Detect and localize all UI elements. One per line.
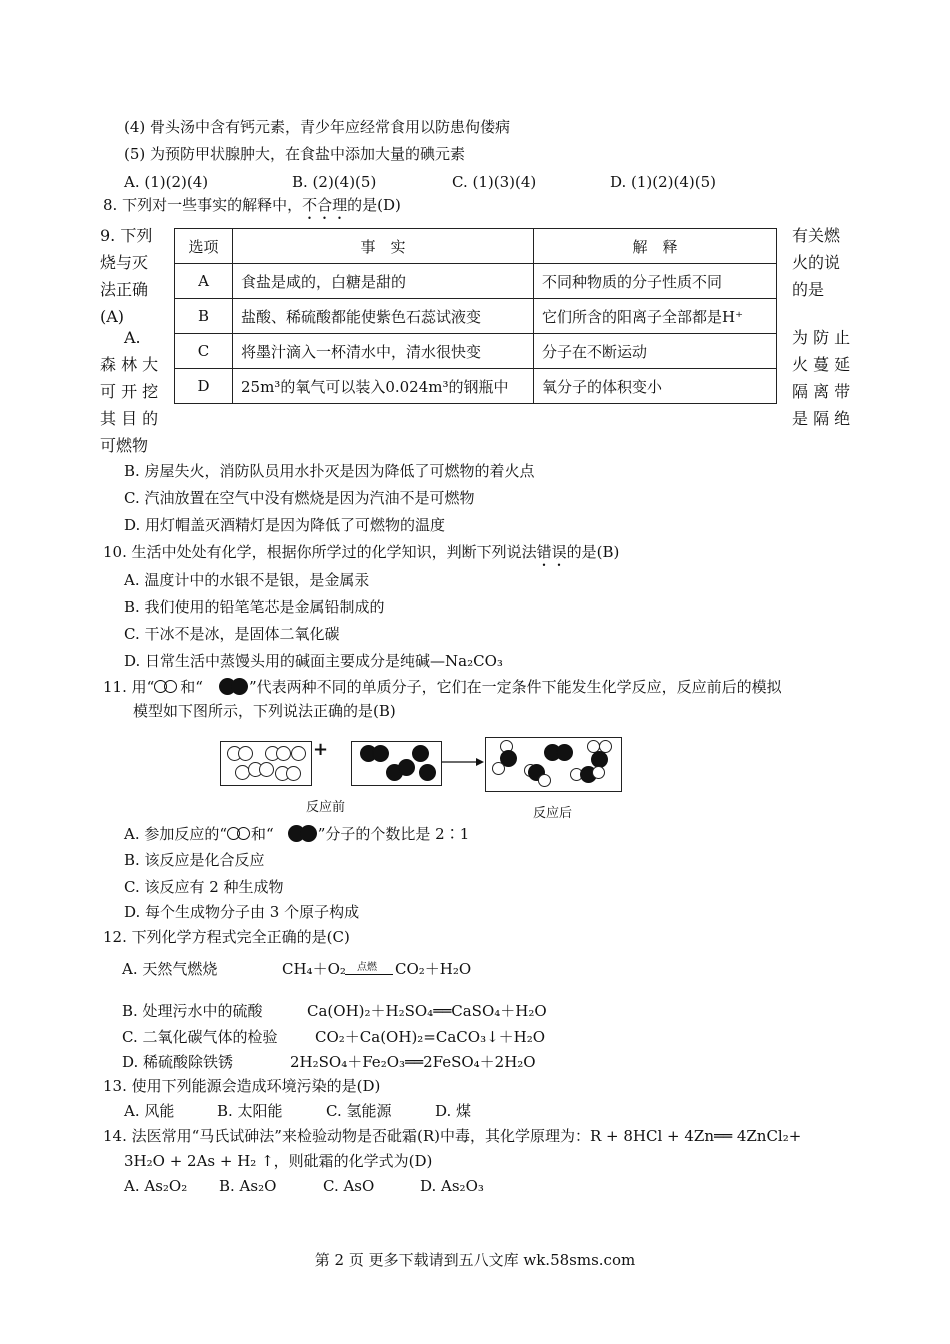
q7-option-c: C. (1)(3)(4)	[452, 173, 537, 191]
q10-option-c: C. 干冰不是冰，是固体二氧化碳	[124, 625, 340, 643]
q7-option-d: D. (1)(2)(4)(5)	[610, 173, 717, 191]
q12-option-b-label: B. 处理污水中的硫酸	[122, 1002, 263, 1020]
q12-option-a-eq-right: CO₂＋H₂O	[395, 960, 472, 978]
table-row	[175, 369, 777, 404]
q14-option-d: D. As₂O₃	[420, 1177, 484, 1195]
reaction-line	[345, 974, 393, 975]
q12-option-c-label: C. 二氧化碳气体的检验	[122, 1028, 278, 1046]
q11-stem-line2: 模型如下图所示，下列说法正确的是(B)	[133, 702, 396, 720]
before-black-box	[351, 741, 442, 786]
q13-option-d: D. 煤	[435, 1102, 472, 1120]
table-cell: 盐酸、稀硫酸都能使紫色石蕊试液变	[233, 299, 534, 334]
q10-stem: 10. 生活中处处有化学，根据你所学过的化学知识，判断下列说法错误的是(B)	[103, 543, 620, 561]
reaction-arrow-icon	[440, 755, 486, 769]
black-molecule-icon	[288, 825, 318, 843]
q13-option-a: A. 风能	[124, 1102, 175, 1120]
table-cell: A	[175, 264, 233, 299]
table-header: 事 实	[233, 229, 534, 264]
q12-option-b-eq: Ca(OH)₂＋H₂SO₄══CaSO₄＋H₂O	[307, 1002, 547, 1020]
white-molecule-icon	[154, 680, 180, 694]
table-cell: D	[175, 369, 233, 404]
q13-option-b: B. 太阳能	[217, 1102, 283, 1120]
q11-option-c: C. 该反应有 2 种生成物	[124, 878, 284, 896]
table-cell: 25m³的氧气可以装入0.024m³的钢瓶中	[233, 369, 534, 404]
plus-sign: +	[313, 739, 329, 760]
black-molecule-icon	[219, 678, 249, 696]
table-cell: 分子在不断运动	[534, 334, 777, 369]
q8-stem: 8. 下列对一些事实的解释中，不合理的是(D)	[103, 196, 401, 214]
q14-stem-line2: 3H₂O + 2As + H₂ ↑，则砒霜的化学式为(D)	[124, 1152, 433, 1170]
table-cell: 食盐是咸的，白糖是甜的	[233, 264, 534, 299]
q8-facts-table	[174, 228, 777, 404]
q7-option-a: A. (1)(2)(4)	[124, 173, 209, 191]
q11-option-b: B. 该反应是化合反应	[124, 851, 265, 869]
table-row	[175, 334, 777, 369]
q9-option-d: D. 用灯帽盖灭酒精灯是因为降低了可燃物的温度	[124, 516, 446, 534]
q9-stem-left: 9. 下列 烧与灭 法正确 (A)	[100, 226, 153, 326]
q12-option-d-label: D. 稀硫酸除铁锈	[122, 1053, 234, 1071]
page-footer: 第 2 页 更多下载请到五八文库 wk.58sms.com	[314, 1251, 636, 1269]
after-box	[485, 737, 622, 792]
q11-option-d: D. 每个生成物分子由 3 个原子构成	[124, 903, 360, 921]
q12-option-c-eq: CO₂＋Ca(OH)₂=CaCO₃↓＋H₂O	[315, 1028, 546, 1046]
table-cell: 将墨汁滴入一杯清水中，清水很快变	[233, 334, 534, 369]
table-header-row	[175, 229, 777, 264]
q11-option-a: A. 参加反应的“ 和“ ”分子的个数比是 2∶1	[124, 825, 470, 843]
label-after: 反应后	[533, 806, 573, 821]
q10-option-d: D. 日常生活中蒸馒头用的碱面主要成分是纯碱—Na₂CO₃	[124, 652, 503, 670]
table-row	[175, 264, 777, 299]
q10-option-b: B. 我们使用的铅笔笔芯是金属铅制成的	[124, 598, 385, 616]
q11-stem-line1: 11. 用“ 和“ ”代表两种不同的单质分子，它们在一定条件下能发生化学反应，反应前后的模拟	[103, 678, 782, 696]
q13-stem: 13. 使用下列能源会造成环境污染的是(D)	[103, 1077, 381, 1095]
emphasis-dotted: 不合理	[302, 196, 348, 214]
table-cell: 氧分子的体积变小	[534, 369, 777, 404]
label-before: 反应前	[306, 800, 346, 815]
q12-option-a-label: A. 天然气燃烧	[122, 960, 218, 978]
white-molecule-icon	[227, 827, 251, 841]
q9-stem-right: 有关燃 火的说 的是	[792, 226, 841, 299]
table-cell: C	[175, 334, 233, 369]
table-cell: 它们所含的阳离子全部都是H⁺	[534, 299, 777, 334]
q10-option-a: A. 温度计中的水银不是银，是金属汞	[124, 571, 370, 589]
q9-option-b: B. 房屋失火，消防队员用水扑灭是因为降低了可燃物的着火点	[124, 462, 535, 480]
emphasis-dotted: 错误	[536, 543, 567, 561]
before-white-box	[220, 741, 312, 786]
table-cell: 不同种物质的分子性质不同	[534, 264, 777, 299]
q7-item4: (4) 骨头汤中含有钙元素，青少年应经常食用以防患佝偻病	[124, 118, 511, 136]
q9-option-a-right: 为 防 止 火 蔓 延 隔 离 带 是 隔 绝	[792, 328, 851, 428]
q9-option-c: C. 汽油放置在空气中没有燃烧是因为汽油不是可燃物	[124, 489, 475, 507]
q7-item5: (5) 为预防甲状腺肿大，在食盐中添加大量的碘元素	[124, 145, 466, 163]
combustion-condition: 点燃	[357, 962, 377, 973]
q14-stem-line1: 14. 法医常用“马氏试砷法”来检验动物是否砒霜(R)中毒，其化学原理为：R + 8HCl + 4Zn══ 4ZnCl₂+	[103, 1127, 802, 1145]
q7-option-b: B. (2)(4)(5)	[292, 173, 377, 191]
q14-option-c: C. AsO	[323, 1177, 375, 1195]
q13-option-c: C. 氢能源	[326, 1102, 392, 1120]
q12-stem: 12. 下列化学方程式完全正确的是(C)	[103, 928, 350, 946]
table-row	[175, 299, 777, 334]
q12-option-d-eq: 2H₂SO₄＋Fe₂O₃══2FeSO₄＋2H₂O	[290, 1053, 536, 1071]
q12-option-a-eq-left: CH₄＋O₂	[282, 960, 346, 978]
table-cell: B	[175, 299, 233, 334]
q9-option-a-left: A. 森 林 大 可 开 挖 其 目 的 可燃物	[100, 328, 159, 455]
table-header: 选项	[175, 229, 233, 264]
q14-option-b: B. As₂O	[219, 1177, 277, 1195]
table-header: 解 释	[534, 229, 777, 264]
q14-option-a: A. As₂O₂	[124, 1177, 188, 1195]
